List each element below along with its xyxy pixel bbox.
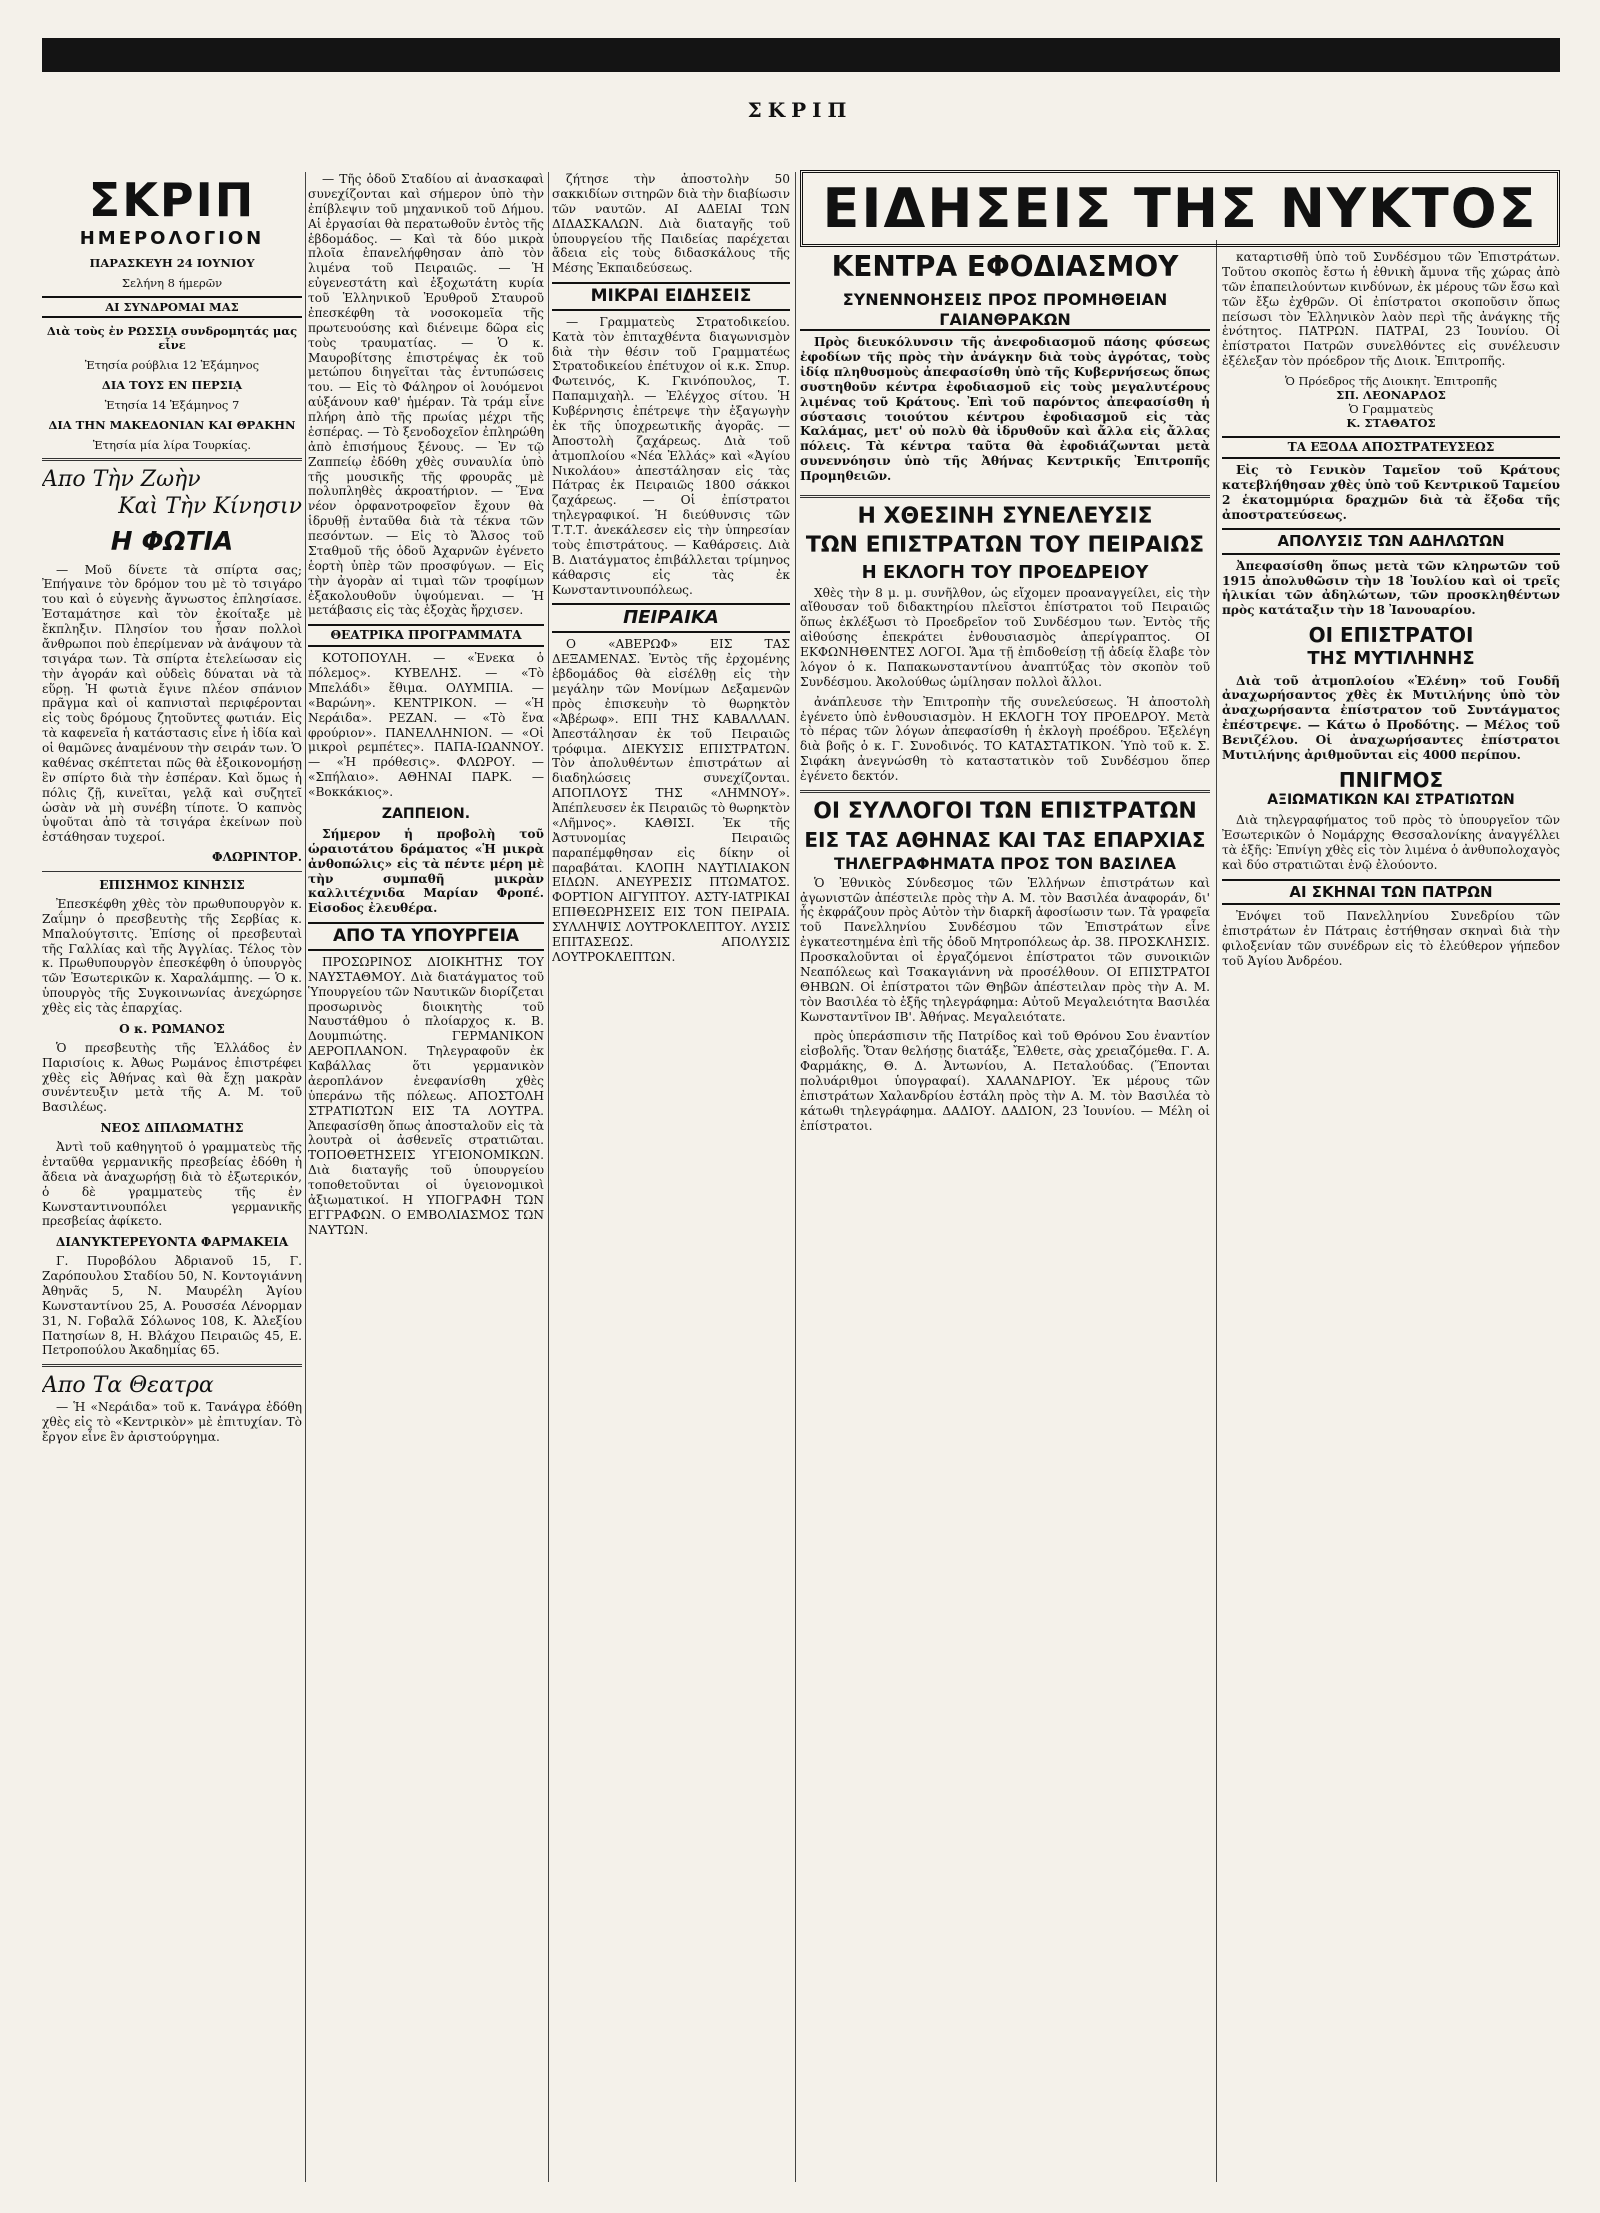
article-body-zappeion: Σήμερον ἡ προβολὴ τοῦ ὡραιοτάτου δράματος «Ἡ μικρὰ ἀνθοπώλις» εἰς τὰ πέντε μέρη μὲ τὴν συμπαθῆ μικρὰν καλλιτέχνιδα Μαρίαν Φροπέ. Εἰσοδος ἐλευθέρα. [308,826,544,916]
article-title-theatre-programs: ΘΕΑΤΡΙΚΑ ΠΡΟΓΡΑΜΜΑΤΑ [308,624,544,647]
article-body-piraeus: Ο «ΑΒΕΡΩΦ» ΕΙΣ ΤΑΣ ΔΕΞΑΜΕΝΑΣ. Ἐντὸς τῆς ἐρχομένης ἑβδομάδος θὰ εἰσέλθῃ εἰς τὴν μεγάλην τῶν Μονίμων Δεξαμενῶν πρὸς ἐπισκευὴν τὸ θωρηκτὸν «Ἀβέρωφ». ΕΠΙ ΤΗΣ ΚΑΒΑΛΛΑΝ. Ἀπεστάλησαν ἐκ τοῦ Πειραιῶς τρόφιμα. ΔΙΕΚΥΣΙΣ ΕΠΙΣΤΡΑΤΩΝ. Τὸν ἀπολυθέντων ἐπιστράτων αἱ διαδηλώσεις συνεχίζονται. ΑΠΟΠΛΟΥΣ ΤΗΣ «ΛΗΜΝΟΥ». Ἀπέπλευσεν ἐκ Πειραιῶς τὸ θωρηκτὸν «Λῆμνος». ΚΑΘΙΣΙ. Ἐκ τῆς Ἀστυνομίας Πειραιῶς παραπέμφθησαν εἰς δίκην οἱ παραβάται. ΚΛΟΠΗ ΝΑΥΤΙΛΙΑΚΟΝ ΕΙΔΩΝ. ΑΝΕΥΡΕΣΙΣ ΠΤΩΜΑΤΟΣ. ΦΟΡΤΙΟΝ ΑΙΓΥΠΤΟΥ. ΑΣΤΥ-ΙΑΤΡΙΚΑΙ ΕΠΙΘΕΩΡΗΣΕΙΣ ΕΙΣ ΤΟΝ ΠΕΙΡΑΙΑ. ΣΥΛΛΗΨΙΣ ΛΟΥΤΡΟΚΛΕΠΤΟΥ. ΛΥΣΙΣ ΕΠΙΤΑΣΕΩΣ. ΑΠΟΛΥΣΙΣ ΛΟΥΤΡΟΚΛΕΠΤΩΝ. [552,637,790,964]
article-title-drowning: ΠΝΙΓΜΟΣ [1338,767,1444,792]
article-body-tents: Ἐνόψει τοῦ Πανελληνίου Συνεδρίου τῶν ἐπιστράτων ἐν Πάτραις ἐστήθησαν σκηναὶ διὰ τὴν φιλοξενίαν τῶν συνέδρων εἰς τὸ ἐλεύθερον γήπεδον τοῦ Ἀγίου Ἀνδρέου. [1222,909,1560,968]
article-title-diplomat: ΝΕΟΣ ΔΙΠΛΩΜΑΤΗΣ [100,1121,244,1136]
headline-clubs: ΟΙ ΣΥΛΛΟΓΟΙ ΤΩΝ ΕΠΙΣΤΡΑΤΩΝ [813,798,1197,824]
article-body-theatre-programs: ΚΟΤΟΠΟΥΛΗ. — «Ἐνεκα ὁ πόλεμος». ΚΥΒΕΛΗΣ. — «Τὸ Μπελάδι» ἔθιμα. ΟΛΥΜΠΙΑ. — «Βαρώνη». ΚΕΝΤΡΙΚΟΝ. — «Ἡ Νεράιδα». ΡΕΖΑΝ. — «Τὸ ἕνα φρούριον». ΠΑΝΕΛΛΗΝΙΟΝ. — «Οἱ μικροὶ ρεμπέτες». ΠΑΠΑ-ΙΩΑΝΝΟΥ. — «Ἡ πρόθεσις». ΦΛΩΡΟΥ. — «Σπήλαιο». ΑΘΗΝΑΙ ΠΑΡΚ. — «Βοκκάκιος». [308,651,544,799]
article-body-clubs-continued: πρὸς ὑπεράσπισιν τῆς Πατρίδος καὶ τοῦ Θρόνου Σου ἐναντίον εἰσβολῆς. Ὅταν θελήσῃς διατάξε, Ἔλθετε, σὰς χρειαζόμεθα. Γ. Α. Φαρμάκης, Θ. Δ. Ἀντωνίου, Α. Πεταλούδας. (Ἕπονται πολυάριθμοι ὑπογραφαί). ΧΑΛΑΝΔΡΙΟΥ. Ἐκ μέρους τῶν ἐπιστράτων Χαλανδρίου ἐστάλη πρὸς τὴν Α. Μ. τὸν Βασιλέα τὸ κάτωθι τηλεγράφημα. ΔΑΔΙΟΥ. ΔΑΔΙΟΝ, 23 Ἰουνίου. — Μέλη οἱ ἐπίστρατοι. [800,1029,1210,1133]
subheadline-coal: ΣΥΝΕΝΝΟΗΣΕΙΣ ΠΡΟΣ ΠΡΟΜΗΘΕΙΑΝ ΓΑΙΑΝΘΡΑΚΩΝ [800,290,1210,331]
article-title-small-news: ΜΙΚΡΑΙ ΕΙΔΗΣΕΙΣ [552,282,790,311]
column-rule [305,172,306,2182]
article-body-clubs: Ὁ Ἐθνικὸς Σύνδεσμος τῶν Ἑλλήνων ἐπιστράτων καὶ ἀγωνιστῶν ἀπέστειλε πρὸς τὴν Α. Μ. τὸν Βασιλέα ἀναφοράν, δι' ἧς ἐκφράζουν πρὸς Αὐτὸν τὴν διαρκῆ ἀφοσίωσιν των. Τὰ γραφεῖα τοῦ Πανελληνίου Συνδέσμου τῶν Ἐπιστράτων εἶνε ἐγκατεστημένα ἐπὶ τῆς ὁδοῦ Μητροπόλεως ἀρ. 38. ΠΡΟΣΚΛΗΣΙΣ. Προσκαλοῦνται οἱ ἐργαζόμενοι ἐπίστρατοι τῶν συνοικιῶν Νεαπόλεως καὶ Τσακαγιάννη νὰ προσέλθουν. ΟΙ ΕΠΙΣΤΡΑΤΟΙ ΘΗΒΩΝ. Οἱ ἐπίστρατοι τῶν Θηβῶν ἀπέστειλαν πρὸς τὴν Α. Μ. τὸν Βασιλέα τὸ ἑξῆς τηλεγράφημα: Αὐτοῦ Μεγαλειότητα Βασιλέα Κωνσταντῖνον ΙΒ'. Ἀθήνας. Μεγαλειότατε. [800,875,1210,1024]
column-3 [552,172,790,2182]
signature-president-name: ΣΠ. ΛΕΟΝΑΡΔΟΣ [1336,388,1446,403]
issue-date: ΠΑΡΑΣΚΕΥΗ 24 ΙΟΥΝΙΟΥ [89,256,255,271]
subscriptions-heading: ΑΙ ΣΥΝΔΡΟΜΑΙ ΜΑΣ [42,296,302,318]
article-body-romanos: Ὁ πρεσβευτὴς τῆς Ἑλλάδος ἐν Παρισίοις κ. Ἀθως Ρωμάνος ἐπιστρέφει χθὲς εἰς Ἀθήνας καὶ θὰ ἔχῃ μακρὰν συνέντευξιν μετὰ τῆς Α. Μ. τοῦ Βασιλέως. [42,1040,302,1115]
column-1 [42,172,302,2182]
article-body-small-news: — Γραμματεὺς Στρατοδικείου. Κατὰ τὸν ἐπιταχθέντα διαγωνισμὸν διὰ τὴν θέσιν τοῦ Γραμματέως Στρατοδικείου ἐπέτυχον οἱ κ.κ. Σπυρ. Φωτεινός, Κ. Γκινόπουλος, Τ. Παπαμιχαὴλ. — Ἐλέγχος σίτου. Ἡ Κυβέρνησις ἐπέτρεψε τὴν ἐξαγωγὴν ἐκ τῆς ὑποχρεωτικῆς ἀγορᾶς. — Ἀποστολὴ ζαχάρεως. Διὰ τοῦ ἀτμοπλοίου «Νέα Ἑλλάς» καὶ «Ἀγίου Νικολάου» ἀπεστάλησαν εἰς τὰς Πάτρας ἐκ Πειραιῶς 1800 σάκκοι ζαχάρεως. — Οἱ ἐπίστρατοι τηλεγραφικοί. Ἡ διεύθυνσις τῶν Τ.Τ.Τ. ἀνεκάλεσεν εἰς τὴν ὑπηρεσίαν τοὺς ἐπιστράτους. — Καθάρσεις. Διὰ Β. Διατάγματος ἐπιβάλλεται τρίμηνος κάθαρσις εἰς τὰς ἐκ Κωνσταντινουπόλεως. [552,314,790,597]
headline-clubs-2: ΕΙΣ ΤΑΣ ΑΘΗΝΑΣ ΚΑΙ ΤΑΣ ΕΠΑΡΧΙΑΣ [804,827,1206,852]
article-title-pharmacies: ΔΙΑΝΥΚΤΕΡΕΥΟΝΤΑ ΦΑΡΜΑΚΕΙΑ [55,1235,289,1250]
article-title-fire: Η ΦΩΤΙΑ [110,526,234,557]
top-border-bar [42,38,1560,72]
article-title-mytilene: ΟΙ ΕΠΙΣΤΡΑΤΟΙ [1308,623,1474,648]
article-body-continued: ζήτησε τὴν ἀποστολὴν 50 σακκιδίων σιτηρῶν διὰ τὴν διαβίωσιν τῶν ναυτῶν. ΑΙ ΑΔΕΙΑΙ ΤΩΝ ΔΙΔΑΣΚΑΛΩΝ. Διὰ διαταγῆς τοῦ ὑπουργείου τῆς Παιδείας παρέχεται ἄδεια εἰς τοὺς διδασκάλους τῆς Μέσης Ἐκπαιδεύσεως. [552,172,790,276]
column-rule [548,172,549,2182]
headline-supply-centers: ΚΕΝΤΡΑ ΕΦΟΔΙΑΣΜΟΥ [831,250,1179,283]
article-body-diplomat: Ἀντὶ τοῦ καθηγητοῦ ὁ γραμματεὺς τῆς ἐνταῦθα γερμανικῆς πρεσβείας ἐδόθη ἡ ἄδεια νὰ ἀναχωρήσῃ διὰ τὸ ἐξωτερικόν, ὁ δὲ γραμματεὺς τῆς ἐν Κωνσταντινουπόλει γερμανικῆς πρεσβείας ἀφίκετο. [42,1140,302,1229]
headline-meeting-3: Η ΕΚΛΟΓΗ ΤΟΥ ΠΡΟΕΔΡΕΙΟΥ [861,561,1149,583]
article-body-supply: Πρὸς διευκόλυνσιν τῆς ἀνεφοδιασμοῦ πάσης φύσεως ἐφοδίων τῆς πρὸς τὴν ἀνάγκην διὰ τοὺς ἀγρότας, τοὺς ἰδίᾳ πληθυσμοὺς ἀπεφασίσθη ὑπὸ τῆς Κυβερνήσεως ὅπως συστηθοῦν κέντρα ἐφοδιασμοῦ εἰς τοὺς μεγαλυτέρους λιμένας τοῦ Κράτους. Ἐπὶ τοῦ παρόντος ἀπεφασίσθη ἡ σύστασις τοιούτου κέντρου ἐφοδιασμοῦ εἰς τὰς Καλάμας, μετ' οὐ πολὺ θὰ ἱδρυθοῦν καὶ ἄλλα εἰς ἄλλας πόλεις. Τὰ κέντρα ταῦτα θὰ ἐφοδιάζωνται μετὰ συνεννόησιν ὑπὸ τῆς Ἀθήνας Κεντρικῆς Ἐπιτροπῆς Προμηθειῶν. [800,335,1210,484]
article-body-fire: — Μοῦ δίνετε τὰ σπίρτα σας; Ἐπήγαινε τὸν δρόμον του μὲ τὸ τσιγάρο του καὶ ὁ εὐγενὴς ἄγνωστος ἐπλησίασε. Ἐσταμάτησε καὶ τὸν ἐκοίταξε μὲ ἔκπληξιν. Πλησίον του ἦσαν πολλοὶ ἄνθρωποι ποὺ ἐπερίμεναν νὰ ἀνάψουν τὰ τσιγάρα των. Τὰ σπίρτα ἐτελείωσαν εἰς τὴν ἀγοράν καὶ οὐδεὶς δύναται νὰ τὰ εὕρῃ. Ἡ φωτιὰ ἔγινε πλέον σπάνιον πρᾶγμα καὶ οἱ καπνισταὶ περιφέρονται εἰς τοὺς δρόμους ζητοῦντες φωτιάν. Εἰς τὰ καφενεῖα ἡ κατάστασις εἶνε ἡ ἰδία καὶ οἱ θαμῶνες ἀναμένουν τὴν σειράν των. Ὁ καθένας σκέπτεται πῶς θὰ ἐξοικονομήσῃ ἓν σπίρτο διὰ τὴν ἑσπέραν. Καὶ ὅμως ἡ πόλις ζῇ, κινεῖται, γελᾷ καὶ συζητεῖ ὡσὰν νὰ μὴ συνέβη τίποτε. Ὁ καπνὸς ὑψοῦται ἀπὸ τὰ τσιγάρα ἐκείνων ποὺ ἐστάθησαν τυχεροί. [42,562,302,845]
headline-clubs-3: ΤΗΛΕΓΡΑΦΗΜΑΤΑ ΠΡΟΣ ΤΟΝ ΒΑΣΙΛΕΑ [834,854,1176,874]
running-head: ΣΚΡΙΠ [747,98,853,122]
section-heading-life: Απο Τὴν Ζωὴν [42,467,201,493]
headline-night-news [800,170,1560,247]
column-2 [308,172,544,2182]
article-body-expenses: Εἰς τὸ Γενικὸν Ταμεῖον τοῦ Κράτους κατεβλήθησαν χθὲς ὑπὸ τοῦ Κεντρικοῦ Ταμείου 2 ἑκατομμύρια δραχμῶν διὰ τὰ ἔξοδα τῆς ἀποστρατεύσεως. [1222,462,1560,522]
column-rule [795,172,796,2182]
article-body-ministries: ΠΡΟΣΩΡΙΝΟΣ ΔΙΟΙΚΗΤΗΣ ΤΟΥ ΝΑΥΣΤΑΘΜΟΥ. Διὰ διατάγματος τοῦ Ὑπουργείου τῶν Ναυτικῶν διορίζεται προσωρινὸς διοικητὴς τοῦ Ναυστάθμου ὁ πλοίαρχος κ. Β. Δουμπιώτης. ΓΕΡΜΑΝΙΚΟΝ ΑΕΡΟΠΛΑΝΟΝ. Τηλεγραφοῦν ἐκ Καβάλλας ὅτι γερμανικὸν ἀεροπλάνον ἐνεφανίσθη χθὲς ὑπεράνω τῆς πόλεως. ΑΠΟΣΤΟΛΗ ΣΤΡΑΤΙΩΤΩΝ ΕΙΣ ΤΑ ΛΟΥΤΡΑ. Ἀπεφασίσθη ὅπως ἀποσταλοῦν εἰς τὰ λουτρὰ οἱ ἀσθενεῖς στρατιῶται. ΤΟΠΟΘΕΤΗΣΕΙΣ ΥΓΕΙΟΝΟΜΙΚΩΝ. Διὰ διαταγῆς τοῦ ὑπουργείου τοποθετοῦνται οἱ ὑγειονομικοὶ ἀξιωματικοί. Η ΥΠΟΓΡΑΦΗ ΤΩΝ ΕΓΓΡΑΦΩΝ. Ο ΕΜΒΟΛΙΑΣΜΟΣ ΤΩΝ ΝΑΥΤΩΝ. [308,954,544,1237]
signature-secretary-title: Ὁ Γραμματεὺς [1348,402,1434,417]
section-heading-theatres: Απο Τα Θεατρα [42,1373,214,1399]
article-body-official: Ἐπεσκέφθη χθὲς τὸν πρωθυπουργὸν κ. Ζαΐμην ὁ πρεσβευτὴς τῆς Σερβίας κ. Μπαλούγτσιτς. Ἐπίσης οἱ πρεσβευταὶ τῆς Γαλλίας καὶ τῆς Ἀγγλίας. Τέλος τὸν κ. Πρωθυπουργὸν ἐπεσκέφθη ὁ ὑπουργὸς τῶν Ἐσωτερικῶν κ. Χαραλάμπης. — Ὁ κ. ὑπουργὸς τῆς Συγκοινωνίας ἀνεχώρησε χθὲς εἰς τὰς ἐπαρχίας. [42,896,302,1016]
subscriptions-russia: Διὰ τοὺς ἐν ΡΩΣΣΙᾼ συνδρομητάς μας εἶνε [46,324,298,353]
article-title-release: ΑΠΟΛΥΣΙΣ ΤΩΝ ΑΔΗΛΩΤΩΝ [1222,528,1560,554]
article-title-expenses: ΤΑ ΕΞΟΔΑ ΑΠΟΣΤΡΑΤΕΥΣΕΩΣ [1222,436,1560,459]
article-body-theatres: — Ἡ «Νεράιδα» τοῦ κ. Τανάγρα ἐδόθη χθὲς εἰς τὸ «Κεντρικὸν» μὲ ἐπιτυχίαν. Τὸ ἔργον εἶνε ἓν ἀριστούργημα. [42,1400,302,1444]
article-body-meeting-continued: ἀνάπλευσε τὴν Ἐπιτροπὴν τῆς συνελεύσεως. Ἡ ἀποστολὴ ἐγένετο ὑπὸ ἐνθουσιασμὸν. Η ΕΚΛΟΓΗ ΤΟΥ ΠΡΟΕΔΡΟΥ. Μετὰ τὸ πέρας τῶν λόγων ἀπεφασίσθη ἡ ἐκλογὴ προέδρου. Ἐξελέγη διὰ βοῆς ὁ κ. Γ. Συνοδινός. ΤΟ ΚΑΤΑΣΤΑΤΙΚΟΝ. Ὑπὸ τοῦ κ. Σ. Σιφάκη ἀνεγνώσθη τὸ καταστατικὸν τοῦ Συνδέσμου ὅπερ ἐγένετο δεκτόν. [800,694,1210,784]
moon-phase: Σελήνη 8 ήμερῶν [121,276,223,291]
article-title-official: ΕΠΙΣΗΜΟΣ ΚΙΝΗΣΙΣ [99,878,245,893]
headline-meeting-2: ΤΩΝ ΕΠΙΣΤΡΑΤΩΝ ΤΟΥ ΠΕΙΡΑΙΩΣ [805,532,1205,558]
subscriptions-persia: ΔΙΑ ΤΟΥΣ ΕΝ ΠΕΡΣΙᾼ [101,378,243,393]
article-signature: ΦΛΩΡΙΝΤΟΡ. [211,850,302,865]
article-title-mytilene-2: ΤΗΣ ΜΥΤΙΛΗΝΗΣ [1307,647,1475,669]
article-body-mytilene: Διὰ τοῦ ἀτμοπλοίου «Ἑλένη» τοῦ Γουδῆ ἀναχωρήσαντος χθὲς ἐκ Μυτιλήνης ὑπὸ τὸν ἀναχωρήσαντα ἐπίστρατον τοῦ Συντάγματος ἐπέστρεψε. — Κάτω ὁ Προδότης. — Μέλος τοῦ Βενιζέλου. Οἱ ἀναχωρήσαντες ἐπίστρατοι Μυτιλήνης ἀριθμοῦνται εἰς 4000 περίπου. [1222,673,1560,762]
masthead-subtitle: ΗΜΕΡΟΛΟΓΙΟΝ [79,228,265,250]
article-body-city-news: — Τῆς ὁδοῦ Σταδίου αἱ ἀνασκαφαὶ συνεχίζονται καὶ σήμερον ὑπὸ τὴν ἐπίβλεψιν τοῦ μηχανικοῦ τοῦ Δήμου. Αἱ ἐργασίαι θὰ περατωθοῦν ἐντὸς τῆς ἑβδομάδος. — Καὶ τὰ δύο μικρὰ πλοῖα ἐπανελήφθησαν ἀπὸ τὸν λιμένα τοῦ Πειραιῶς. — Ἡ εὐγενεστάτη καὶ ἐξοχωτάτη κυρία τοῦ Ἑλληνικοῦ Ἐρυθροῦ Σταυροῦ ἐπεσκέφθη τὰ νοσοκομεῖα τῆς πρωτευούσης καὶ διένειμε δῶρα εἰς τοὺς τραυματίας. — Ὁ κ. Μαυροβίτσης ἐπιστρέψας ἐκ τοῦ μετώπου διηγεῖται τὰς ἐντυπώσεις του. — Εἰς τὸ Φάληρον οἱ λουόμενοι αὐξάνουν καθ' ἡμέραν. Τὰ τράμ εἶνε πλήρη ἀπὸ τῆς πρωίας μέχρι τῆς ἑσπέρας. — Τὸ ξενοδοχεῖον ἐπληρώθη ἀπὸ ἐπισήμους ξένους. — Ἐν τῷ Ζαππείῳ ἐδόθη χθὲς συναυλία ὑπὸ τῆς μουσικῆς τῆς φρουρᾶς μὲ πολυπληθὲς ἀκροατήριον. — Ἕνα νέον ὀρφανοτροφεῖον ἔχουν θὰ ἱδρυθῇ ἐνταῦθα διὰ τὰ τέκνα τῶν πεσόντων. — Εἰς τὸ Ἄλσος τοῦ Σταθμοῦ τῆς ὁδοῦ Ἀχαρνῶν ἐγένετο ἑορτὴ ὑπὲρ τῶν προσφύγων. — Εἰς τὴν ἀγορὰν αἱ τιμαὶ τῶν τροφίμων ἐξακολουθοῦν ὑψούμεναι. — Ἡ μετάβασις εἰς τὰς ἐξοχὰς ἤρχισεν. [308,172,544,618]
headline-meeting: Η ΧΘΕΣΙΝΗ ΣΥΝΕΛΕΥΣΙΣ [857,503,1153,529]
masthead-title: ΣΚΡΙΠ [88,173,256,227]
article-title-ministries: ΑΠΟ ΤΑ ΥΠΟΥΡΓΕΙΑ [308,922,544,951]
subscriptions-macedonia: ΔΙΑ ΤΗΝ ΜΑΚΕΔΟΝΙΑΝ ΚΑΙ ΘΡΑΚΗΝ [48,418,296,433]
article-body-release: Ἀπεφασίσθη ὅπως μετὰ τῶν κληρωτῶν τοῦ 1915 ἀπολυθῶσιν τὴν 18 Ἰουλίου καὶ οἱ τρεῖς ἡλικίαι τῶν ἀδηλώτων, τῶν προσκληθέντων πρὸς κατάταξιν τὴν 18 Ἰανουαρίου. [1222,558,1560,618]
article-title-drowning-2: ΑΞΙΩΜΑΤΙΚΩΝ ΚΑΙ ΣΤΡΑΤΙΩΤΩΝ [1267,792,1515,809]
column-rule [1216,240,1217,2182]
headline-night-news-text: ΕΙΔΗΣΕΙΣ ΤΗΣ ΝΥΚΤΟΣ [800,170,1560,247]
article-title-piraeus: ΠΕΙΡΑΙΚΑ [552,603,790,633]
subscriptions-russia-price: Ἐτησία ρούβλια 12 Ἑξάμηνος [84,358,260,373]
column-5 [1222,250,1560,2182]
article-body-drowning: Διὰ τηλεγραφήματος τοῦ πρὸς τὸ ὑπουργεῖον τῶν Ἐσωτερικῶν ὁ Νομάρχης Θεσσαλονίκης ἀναγγέλλει τὰ ἑξῆς: Ἐπνίγη χθὲς εἰς τὸν λιμένα ὁ ἀνθυπολοχαγὸς καὶ δύο στρατιῶται ἐνῷ ἐλούοντο. [1222,813,1560,872]
article-title-tents: ΑΙ ΣΚΗΝΑΙ ΤΩΝ ΠΑΤΡΩΝ [1222,879,1560,905]
article-body-meeting: Χθὲς τὴν 8 μ. μ. συνῆλθον, ὡς εἴχομεν προαναγγείλει, εἰς τὴν αἴθουσαν τοῦ διδακτηρίου πλεῖστοι ἐπίστρατοι τοῦ Πειραιῶς ὅπως ἐκλέξωσι τὸ Προεδρεῖον τοῦ Συνδέσμου των. Ἐντὸς τῆς αἰθούσης ἐπεκράτει ἐνθουσιασμὸς ἀπερίγραπτος. ΟΙ ΕΚΦΩΝΗΘΕΝΤΕΣ ΛΟΓΟΙ. Ἅμα τῇ ἐπιδοθείσῃ τῇ ἀδείᾳ ἔλαβε τὸν λόγον ὁ κ. Παπακωνσταντίνου ἀναπτύξας τὸν σκοπὸν τοῦ Συνδέσμου. Ἀκολούθως ὡμίλησαν πολλοὶ ἄλλοι. [800,585,1210,689]
section-heading-movement: Καὶ Τὴν Κίνησιν [118,494,302,520]
subscriptions-macedonia-price: Ἐτησία μία λίρα Τουρκίας. [92,438,252,453]
article-body-union: καταρτισθῆ ὑπὸ τοῦ Συνδέσμου τῶν Ἐπιστράτων. Τοῦτου σκοπὸς ἔστω ἡ ἐθνικὴ ἄμυνα τῆς χώρας ἀπὸ τῶν ἐπαπειλούντων κινδύνων, ἐκ μέρους τῶν ἔσω καὶ τῶν ἔξω ἐχθρῶν. Οἱ ἐπίστρατοι σκοποῦσιν ὅπως πείσωσι τὸν Ἑλληνικὸν λαὸν περὶ τῆς ἀνάγκης τῆς ἑνότητος. ΠΑΤΡΩΝ. ΠΑΤΡΑΙ, 23 Ἰουνίου. Οἱ ἐπίστρατοι Πατρῶν συνελθόντες εἰς συνέλευσιν ἐξέλεξαν τὸν πρόεδρον τῆς Διοικ. Ἐπιτροπῆς. [1222,250,1560,369]
column-4 [800,250,1210,2182]
article-body-pharmacies: Γ. Πυροβόλου Ἀδριανοῦ 15, Γ. Ζαρόπουλου Σταδίου 50, Ν. Κοντογιάννη Ἀθηνᾶς 5, Ν. Μαυρέλη Ἁγίου Κωνσταντίνου 25, Α. Ρουσσέα Λένορμαν 31, Ν. Γοβαλᾶ Σόλωνος 108, Κ. Ἀλεξίου Πατησίων 8, Η. Βλάχου Πειραιῶς 45, Ε. Πετροπούλου Ἀκαδημίας 65. [42,1254,302,1358]
signature-secretary-name: Κ. ΣΤΑΘΑΤΟΣ [1346,416,1436,431]
article-title-romanos: Ο κ. ΡΩΜΑΝΟΣ [119,1021,225,1036]
article-title-zappeion: ΖΑΠΠΕΙΟΝ. [381,805,471,822]
signature-president-title: Ὁ Πρόεδρος τῆς Διοικητ. Ἐπιτροπῆς [1284,374,1498,388]
subscriptions-persia-price: Ἐτησία 14 Ἑξάμηνος 7 [104,398,240,413]
